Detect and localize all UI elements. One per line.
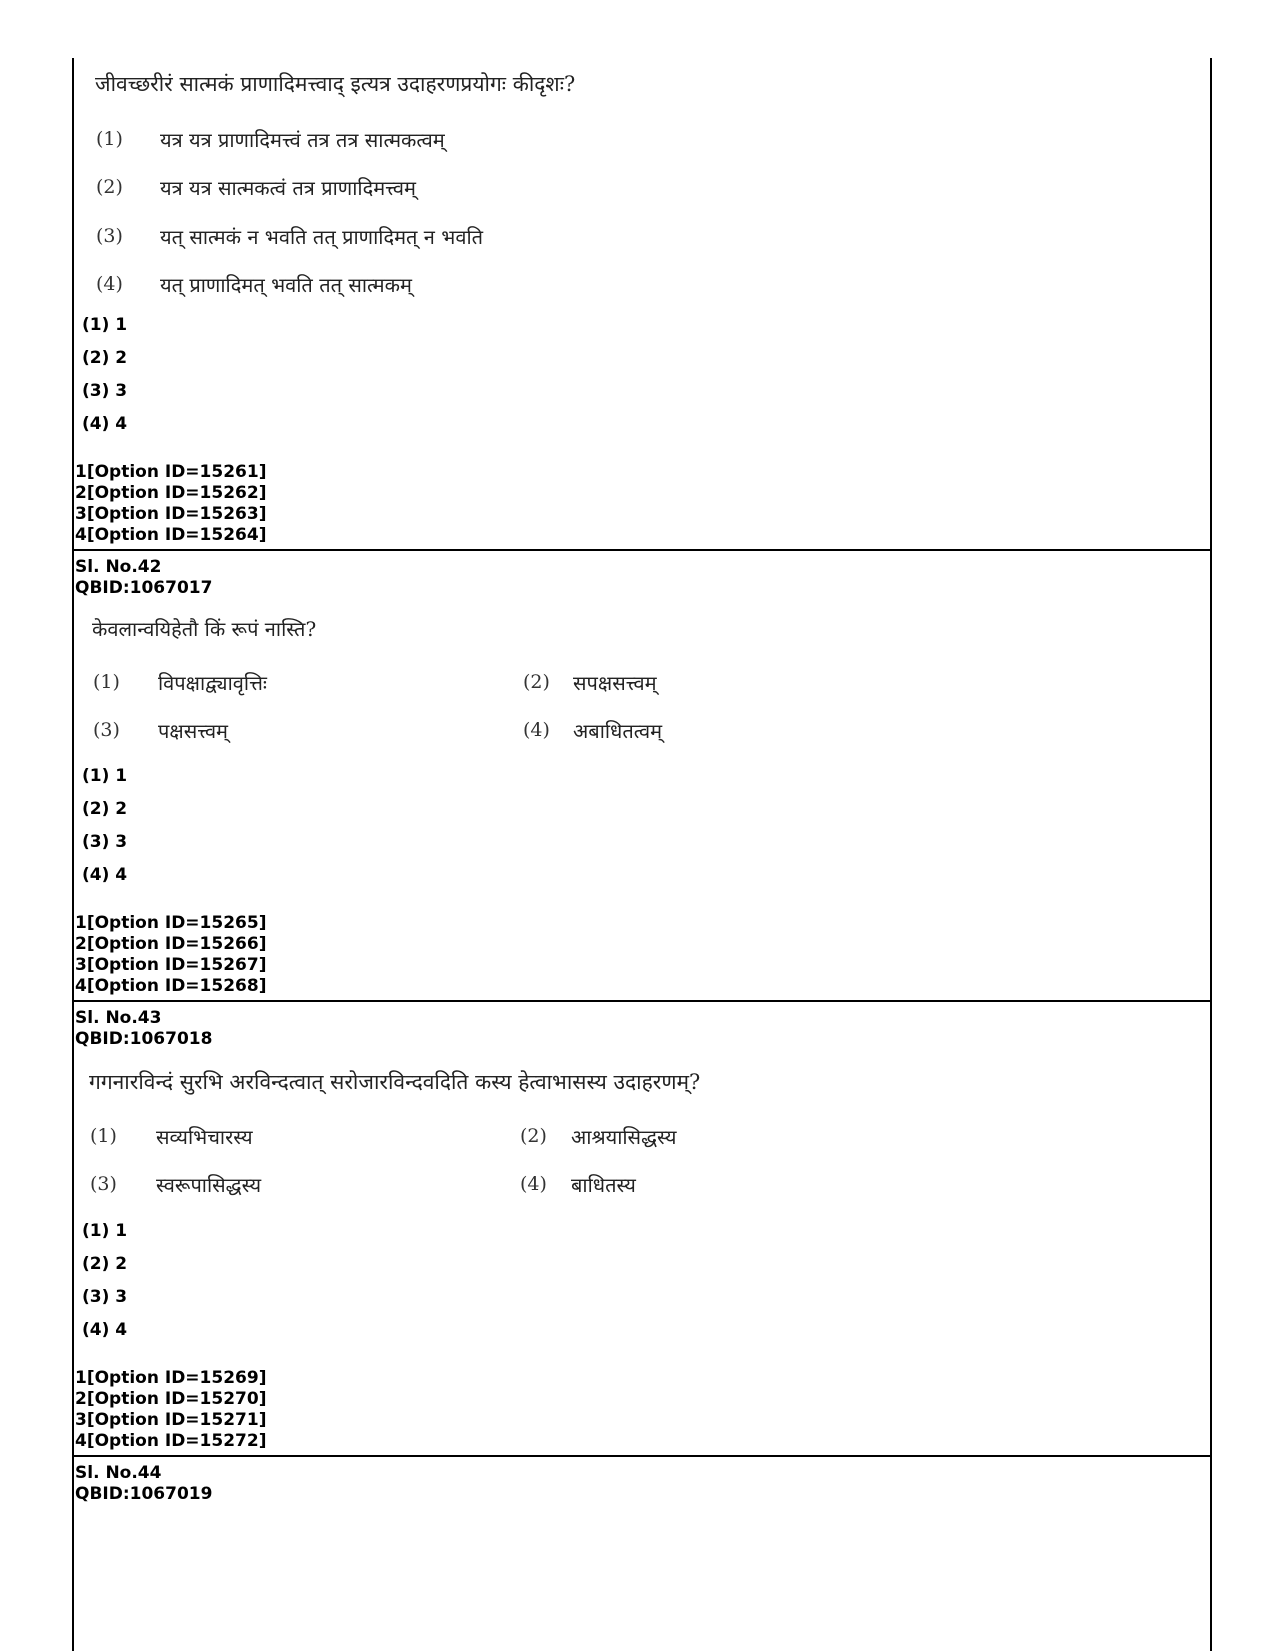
q42-answer-1: (1) 1 — [82, 766, 128, 786]
q41-answer-4: (4) 4 — [82, 414, 128, 434]
q41-option-3-num: (3) — [96, 225, 123, 247]
q44-sl-no: Sl. No.44 — [75, 1463, 162, 1483]
q42-option-id-1: 1[Option ID=15265] — [75, 913, 267, 933]
q41-option-id-3: 3[Option ID=15263] — [75, 504, 267, 524]
q42-qbid: QBID:1067017 — [75, 578, 213, 598]
q41-option-id-2: 2[Option ID=15262] — [75, 483, 267, 503]
q43-option-2-num: (2) — [520, 1125, 547, 1147]
q43-answer-4: (4) 4 — [82, 1320, 128, 1340]
q44-qbid: QBID:1067019 — [75, 1484, 213, 1504]
q42-option-4-text: अबाधितत्वम् — [573, 719, 663, 743]
q43-sl-no: Sl. No.43 — [75, 1008, 162, 1028]
q41-question: जीवच्छरीरं सात्मकं प्राणादिमत्त्वाद् इत्यत्र उदाहरणप्रयोगः कीदृशः? — [95, 72, 576, 96]
q41-option-3-text: यत् सात्मकं न भवति तत् प्राणादिमत् न भवति — [160, 225, 484, 249]
q43-option-4-text: बाधितस्य — [571, 1173, 636, 1197]
q42-option-2-num: (2) — [523, 671, 550, 693]
q42-option-2-text: सपक्षसत्त्वम् — [573, 671, 657, 695]
q43-option-id-1: 1[Option ID=15269] — [75, 1368, 267, 1388]
q41-answer-1: (1) 1 — [82, 315, 128, 335]
q41-option-4-num: (4) — [96, 273, 123, 295]
q42-answer-3: (3) 3 — [82, 832, 128, 852]
q42-option-id-3: 3[Option ID=15267] — [75, 955, 267, 975]
q41-option-id-4: 4[Option ID=15264] — [75, 525, 267, 545]
q41-option-2-num: (2) — [96, 176, 123, 198]
q42-option-1-text: विपक्षाद्व्यावृत्तिः — [158, 671, 267, 695]
q41-option-2-text: यत्र यत्र सात्मकत्वं तत्र प्राणादिमत्त्वम् — [160, 176, 416, 200]
q43-option-3-text: स्वरूपासिद्धस्य — [156, 1173, 262, 1197]
q42-option-3-text: पक्षसत्त्वम् — [158, 719, 229, 743]
q43-option-id-2: 2[Option ID=15270] — [75, 1389, 267, 1409]
q42-sl-no: Sl. No.42 — [75, 557, 162, 577]
q41-option-id-1: 1[Option ID=15261] — [75, 462, 267, 482]
q43-option-3-num: (3) — [90, 1173, 117, 1195]
q41-option-1-num: (1) — [96, 128, 123, 150]
q43-question: गगनारविन्दं सुरभि अरविन्दत्वात् सरोजारविन्दवदिति कस्य हेत्वाभासस्य उदाहरणम्? — [89, 1070, 701, 1094]
q42-answer-2: (2) 2 — [82, 799, 128, 819]
q43-answer-1: (1) 1 — [82, 1221, 128, 1241]
q42-option-1-num: (1) — [93, 671, 120, 693]
divider — [72, 1455, 1212, 1457]
q41-answer-2: (2) 2 — [82, 348, 128, 368]
q42-answer-4: (4) 4 — [82, 865, 128, 885]
q42-option-3-num: (3) — [93, 719, 120, 741]
q43-option-4-num: (4) — [520, 1173, 547, 1195]
q42-question: केवलान्वयिहेतौ किं रूपं नास्ति? — [92, 617, 317, 641]
q43-answer-3: (3) 3 — [82, 1287, 128, 1307]
q42-option-id-4: 4[Option ID=15268] — [75, 976, 267, 996]
q43-option-2-text: आश्रयासिद्धस्य — [571, 1125, 677, 1149]
q42-option-id-2: 2[Option ID=15266] — [75, 934, 267, 954]
q42-option-4-num: (4) — [523, 719, 550, 741]
q41-option-4-text: यत् प्राणादिमत् भवति तत् सात्मकम् — [160, 273, 412, 297]
divider — [72, 1000, 1212, 1002]
q43-qbid: QBID:1067018 — [75, 1029, 213, 1049]
q43-option-id-4: 4[Option ID=15272] — [75, 1431, 267, 1451]
q41-option-1-text: यत्र यत्र प्राणादिमत्त्वं तत्र तत्र सात्मकत्वम् — [160, 128, 445, 152]
q43-option-1-text: सव्यभिचारस्य — [156, 1125, 253, 1149]
q41-answer-3: (3) 3 — [82, 381, 128, 401]
q43-option-1-num: (1) — [90, 1125, 117, 1147]
q43-answer-2: (2) 2 — [82, 1254, 128, 1274]
q43-option-id-3: 3[Option ID=15271] — [75, 1410, 267, 1430]
divider — [72, 549, 1212, 551]
